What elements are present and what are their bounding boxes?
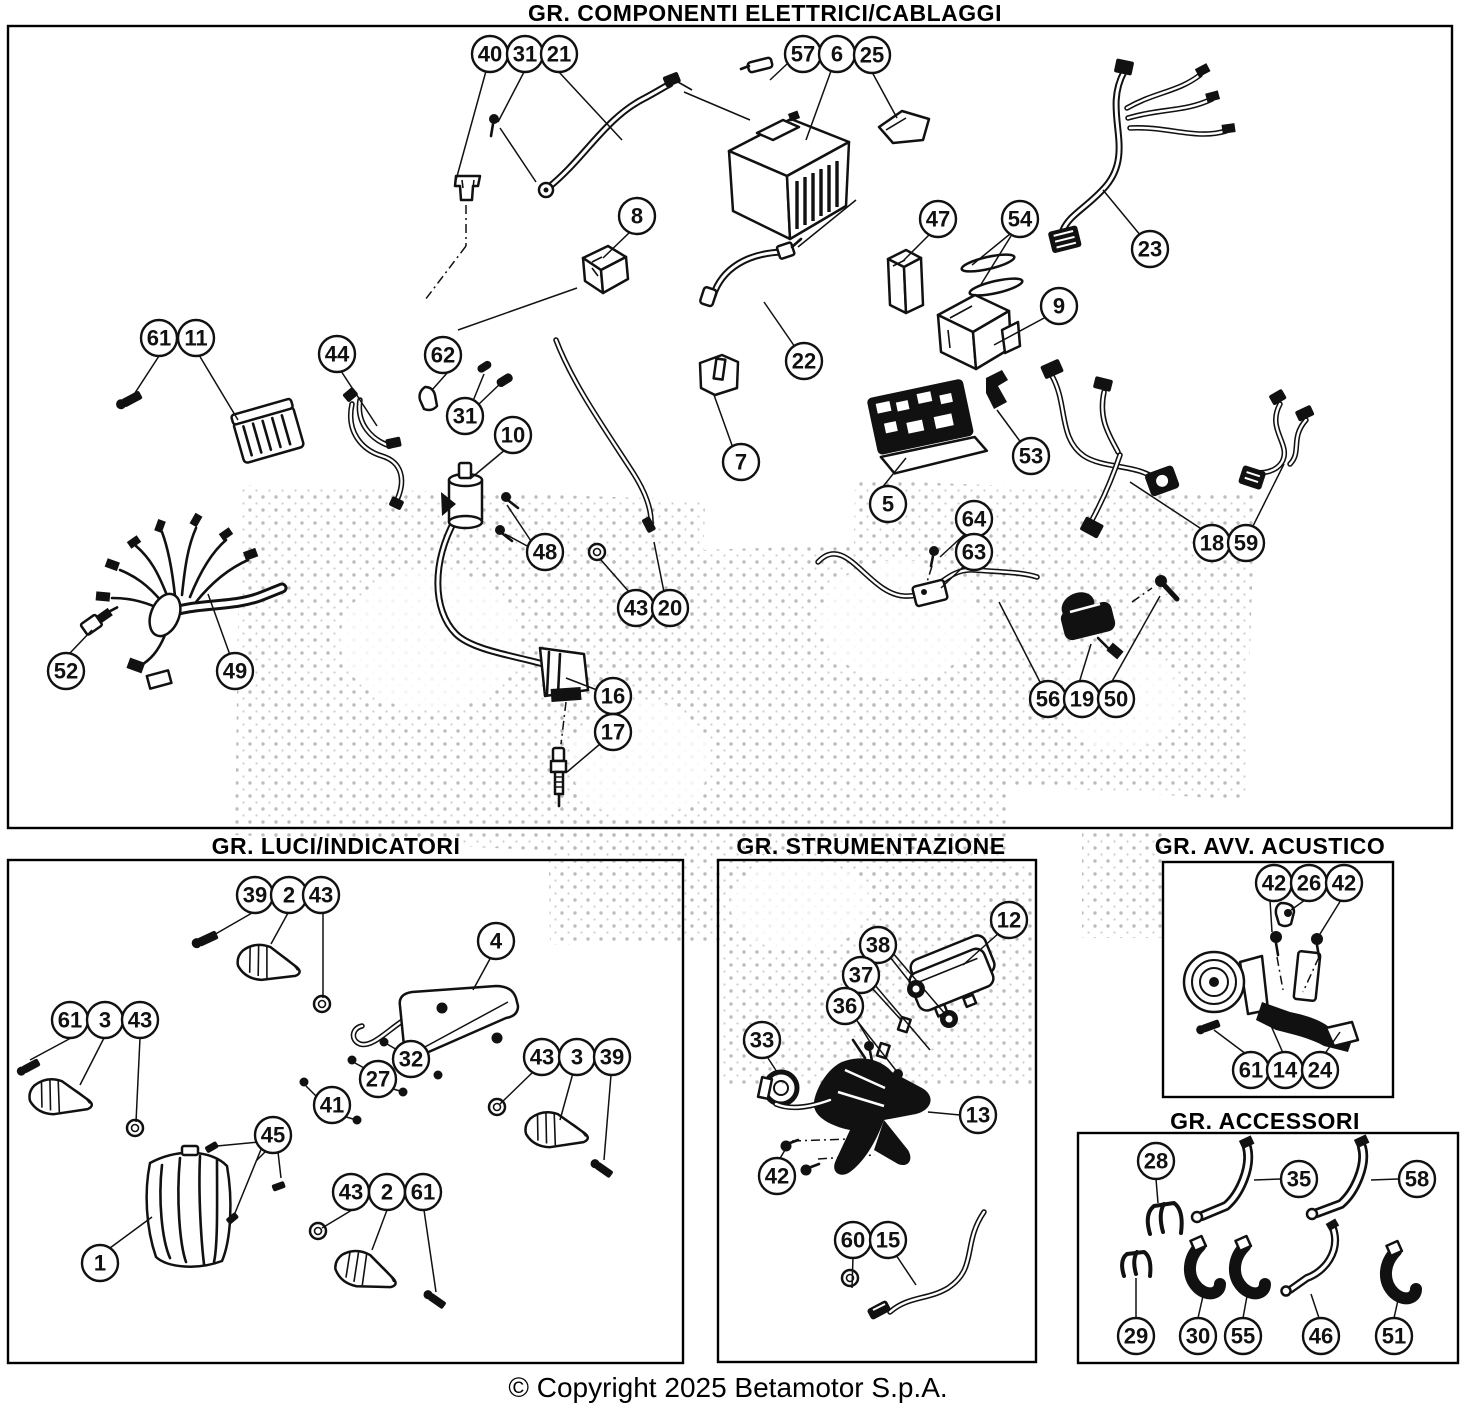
bolt-39-right-sketch [589, 1157, 614, 1178]
callout-elettrici-25[interactable] [854, 37, 890, 73]
svg-text:47: 47 [925, 206, 951, 232]
callout-accessori-28[interactable] [1138, 1143, 1174, 1179]
regulator-11-sketch [231, 398, 304, 463]
section-title-accessori: GR. ACCESSORI [1170, 1108, 1360, 1134]
callout-elettrici-31[interactable] [447, 398, 483, 434]
svg-text:13: 13 [965, 1102, 991, 1128]
svg-text:48: 48 [532, 539, 558, 565]
callout-accessori-29[interactable] [1118, 1318, 1154, 1354]
callout-luci-1[interactable] [82, 1245, 118, 1281]
callout-elettrici-8[interactable] [619, 198, 655, 234]
headlight-1-sketch [147, 1146, 231, 1267]
leader-line [424, 1210, 436, 1292]
callout-elettrici-21[interactable] [541, 36, 577, 72]
horn-bracket-24-sketch [1256, 951, 1358, 1052]
callout-strumentazione-15[interactable] [870, 1222, 906, 1258]
callout-elettrici-5[interactable] [870, 486, 906, 522]
svg-text:60: 60 [840, 1227, 866, 1253]
callout-luci-39[interactable] [594, 1039, 630, 1075]
callout-accessori-35[interactable] [1281, 1161, 1317, 1197]
watermark-gap [820, 560, 980, 680]
svg-text:9: 9 [1052, 293, 1066, 319]
leader-line [498, 72, 524, 122]
leader-line [1320, 900, 1341, 934]
svg-text:49: 49 [222, 658, 248, 684]
callout-acustico-14[interactable] [1267, 1052, 1303, 1088]
callout-elettrici-47[interactable] [920, 201, 956, 237]
starter-relay-9-sketch [938, 295, 1020, 369]
svg-text:29: 29 [1123, 1323, 1149, 1349]
callout-elettrici-16[interactable] [595, 678, 631, 714]
callout-strumentazione-60[interactable] [835, 1222, 871, 1258]
callout-elettrici-22[interactable] [786, 343, 822, 379]
rubber-cover-7-sketch [700, 355, 738, 395]
callout-luci-45[interactable] [255, 1117, 291, 1153]
callout-luci-43[interactable] [303, 877, 339, 913]
callout-luci-2[interactable] [271, 877, 307, 913]
callout-accessori-51[interactable] [1376, 1318, 1412, 1354]
harness-23-sketch [1048, 58, 1236, 253]
svg-text:63: 63 [961, 539, 987, 565]
section-title-elettrici: GR. COMPONENTI ELETTRICI/CABLAGGI [528, 0, 1002, 26]
svg-text:45: 45 [260, 1122, 286, 1148]
copyright-footer: © Copyright 2025 Betamotor S.p.A. [508, 1372, 948, 1403]
leader-line [473, 957, 491, 990]
leader-line [1103, 190, 1141, 236]
callout-luci-43[interactable] [122, 1002, 158, 1038]
leader-line [136, 1038, 140, 1122]
callout-elettrici-9[interactable] [1041, 288, 1077, 324]
indicator-rear-right-sketch [523, 1107, 592, 1155]
callout-strumentazione-33[interactable] [744, 1022, 780, 1058]
callout-luci-39[interactable] [237, 877, 273, 913]
svg-text:53: 53 [1018, 443, 1044, 469]
watermark-gap [730, 860, 870, 950]
svg-text:15: 15 [875, 1227, 901, 1253]
svg-text:2: 2 [282, 882, 296, 908]
leader-line [1277, 957, 1283, 990]
leader-line [896, 1255, 916, 1285]
callout-accessori-30[interactable] [1180, 1318, 1216, 1354]
nut-43-sketch [589, 544, 605, 560]
callout-elettrici-63[interactable] [956, 534, 992, 570]
svg-text:39: 39 [599, 1044, 625, 1070]
svg-text:14: 14 [1272, 1057, 1298, 1083]
svg-text:32: 32 [398, 1046, 424, 1072]
svg-text:16: 16 [600, 683, 626, 709]
callout-elettrici-59[interactable] [1228, 525, 1264, 561]
clip-28-sketch [1148, 1203, 1182, 1234]
watermark-dots [235, 480, 1255, 1085]
svg-text:5: 5 [881, 491, 895, 517]
leader-line [560, 1073, 573, 1120]
leader-line [372, 1210, 387, 1250]
callout-elettrici-53[interactable] [1013, 438, 1049, 474]
svg-text:6: 6 [830, 41, 844, 67]
callout-luci-61[interactable] [52, 1002, 88, 1038]
svg-text:41: 41 [319, 1092, 345, 1118]
callout-strumentazione-36[interactable] [827, 988, 863, 1024]
bolt-39-sketch [190, 929, 219, 949]
svg-text:10: 10 [500, 422, 526, 448]
svg-text:30: 30 [1185, 1323, 1211, 1349]
leader-line [1291, 900, 1305, 910]
callout-luci-27[interactable] [360, 1061, 396, 1097]
callout-elettrici-49[interactable] [217, 653, 253, 689]
leader-line [1254, 1179, 1281, 1180]
section-title-strumentazione: GR. STRUMENTAZIONE [736, 833, 1006, 859]
callout-elettrici-61[interactable] [141, 320, 177, 356]
leader-line [271, 913, 288, 944]
callout-acustico-42[interactable] [1256, 865, 1292, 901]
svg-text:19: 19 [1069, 686, 1095, 712]
svg-text:1: 1 [93, 1250, 107, 1276]
leader-line [1156, 1179, 1158, 1203]
leader-line [604, 1075, 611, 1160]
svg-text:59: 59 [1233, 530, 1259, 556]
callout-elettrici-62[interactable] [425, 337, 461, 373]
svg-text:56: 56 [1035, 686, 1061, 712]
callout-elettrici-6[interactable] [819, 36, 855, 72]
leader-line [684, 92, 750, 120]
callout-luci-32[interactable] [393, 1041, 429, 1077]
svg-text:64: 64 [961, 506, 987, 532]
svg-text:40: 40 [477, 41, 503, 67]
callout-luci-41[interactable] [314, 1087, 350, 1123]
svg-text:57: 57 [790, 41, 816, 67]
bracket-25-sketch [879, 111, 929, 143]
watermark-gap [340, 570, 520, 710]
nut-43-bottom-sketch [310, 1223, 326, 1239]
svg-text:46: 46 [1308, 1323, 1334, 1349]
callout-luci-43[interactable] [333, 1174, 369, 1210]
strap-46-sketch [1282, 1219, 1340, 1296]
svg-text:28: 28 [1143, 1148, 1169, 1174]
leader-line [70, 630, 92, 653]
clip-26-sketch [1276, 903, 1294, 926]
svg-text:61: 61 [1238, 1057, 1264, 1083]
svg-text:38: 38 [865, 932, 891, 958]
svg-text:11: 11 [184, 325, 208, 351]
svg-text:31: 31 [512, 41, 538, 67]
callout-elettrici-7[interactable] [723, 444, 759, 480]
svg-text:27: 27 [365, 1066, 391, 1092]
callout-luci-2[interactable] [369, 1174, 405, 1210]
svg-text:43: 43 [308, 882, 334, 908]
leader-line [714, 395, 733, 448]
rubber-cap-62-sketch [420, 387, 437, 410]
svg-text:58: 58 [1404, 1166, 1430, 1192]
bolt-61-left-sketch [15, 1058, 41, 1077]
leader-line [997, 410, 1022, 444]
svg-text:50: 50 [1103, 686, 1129, 712]
svg-text:23: 23 [1137, 236, 1163, 262]
callout-acustico-42[interactable] [1326, 865, 1362, 901]
leader-line [872, 72, 897, 118]
section-title-luci: GR. LUCI/INDICATORI [211, 833, 461, 859]
harness-59-sketch [1238, 389, 1315, 491]
strap-35-sketch [1192, 1135, 1254, 1222]
bolt-61-bottom-sketch [422, 1288, 447, 1309]
callout-elettrici-31[interactable] [507, 36, 543, 72]
leader-line [458, 288, 577, 330]
leader-line [1270, 900, 1272, 932]
leader-line [500, 128, 536, 182]
svg-text:21: 21 [546, 41, 572, 67]
sensor-52-sketch [80, 602, 120, 636]
section-title-acustico: GR. AVV. ACUSTICO [1154, 833, 1386, 859]
leader-line [792, 1139, 850, 1141]
bolt-61-sketch [114, 389, 143, 411]
svg-text:42: 42 [1261, 870, 1287, 896]
bracket-53-sketch [986, 370, 1008, 409]
svg-text:62: 62 [430, 342, 456, 368]
svg-text:26: 26 [1296, 870, 1322, 896]
leader-line [1371, 1179, 1399, 1180]
svg-text:8: 8 [630, 203, 644, 229]
svg-text:43: 43 [623, 595, 649, 621]
callout-elettrici-19[interactable] [1064, 681, 1100, 717]
leader-line [30, 1038, 71, 1060]
callout-elettrici-56[interactable] [1030, 681, 1066, 717]
leader-line [852, 1257, 853, 1288]
leader-line [473, 374, 484, 401]
svg-text:61: 61 [146, 325, 172, 351]
horn-sketch [1184, 952, 1268, 1014]
nut-43-left-sketch [127, 1120, 143, 1136]
hook-30-sketch [1190, 1236, 1220, 1293]
callout-accessori-46[interactable] [1303, 1318, 1339, 1354]
leader-line [322, 1210, 352, 1228]
leader-line [456, 71, 486, 180]
svg-text:39: 39 [242, 882, 268, 908]
screw-31-sketch [489, 114, 499, 136]
callout-elettrici-18[interactable] [1194, 525, 1230, 561]
callout-luci-43[interactable] [524, 1039, 560, 1075]
leader-line [500, 1071, 534, 1104]
callout-luci-61[interactable] [405, 1174, 441, 1210]
callout-strumentazione-12[interactable] [991, 902, 1027, 938]
svg-text:51: 51 [1381, 1323, 1407, 1349]
svg-text:61: 61 [410, 1179, 436, 1205]
watermark-gap [570, 700, 710, 820]
leader-line [432, 372, 448, 390]
callout-accessori-58[interactable] [1399, 1161, 1435, 1197]
svg-text:35: 35 [1286, 1166, 1312, 1192]
callout-accessori-55[interactable] [1225, 1318, 1261, 1354]
svg-text:43: 43 [338, 1179, 364, 1205]
callout-elettrici-44[interactable] [319, 336, 355, 372]
svg-text:42: 42 [764, 1163, 790, 1189]
svg-text:33: 33 [749, 1027, 775, 1053]
svg-text:17: 17 [600, 719, 626, 745]
relay-8-sketch [583, 246, 628, 293]
svg-text:24: 24 [1307, 1057, 1333, 1083]
svg-text:4: 4 [489, 928, 503, 954]
svg-text:7: 7 [734, 449, 748, 475]
hook-51-sketch [1386, 1241, 1416, 1298]
svg-text:18: 18 [1199, 530, 1225, 556]
fuse-clip-40-sketch [455, 176, 480, 200]
callout-luci-3[interactable] [559, 1039, 595, 1075]
svg-text:44: 44 [324, 341, 350, 367]
svg-text:55: 55 [1230, 1323, 1256, 1349]
leader-line [278, 1152, 281, 1178]
callout-elettrici-50[interactable] [1098, 681, 1134, 717]
indicator-front-left-sketch [27, 1074, 96, 1122]
indicator-rear-left-sketch [331, 1243, 403, 1300]
leader-line [217, 1142, 259, 1146]
hook-55-sketch [1235, 1236, 1265, 1293]
callout-elettrici-54[interactable] [1002, 201, 1038, 237]
leader-line [558, 71, 622, 140]
callout-elettrici-20[interactable] [652, 590, 688, 626]
leader-line [133, 356, 159, 396]
callout-elettrici-17[interactable] [595, 714, 631, 750]
callout-acustico-24[interactable] [1302, 1052, 1338, 1088]
indicator-front-right-sketch [234, 939, 304, 989]
svg-text:43: 43 [529, 1044, 555, 1070]
callout-elettrici-52[interactable] [48, 653, 84, 689]
leader-line [212, 913, 252, 936]
leader-line [235, 1147, 262, 1213]
leader-line [1214, 1030, 1246, 1054]
leader-line [425, 246, 466, 300]
battery-cable-21-sketch [539, 71, 692, 197]
bracket-4-sketch [353, 986, 518, 1055]
svg-text:61: 61 [57, 1007, 83, 1033]
svg-text:3: 3 [98, 1007, 112, 1033]
leader-line [199, 355, 238, 420]
leader-line [80, 1038, 104, 1085]
svg-text:43: 43 [127, 1007, 153, 1033]
callout-elettrici-10[interactable] [495, 417, 531, 453]
callout-luci-4[interactable] [478, 923, 514, 959]
svg-text:25: 25 [859, 42, 885, 68]
leader-line [110, 1217, 152, 1248]
callout-strumentazione-42[interactable] [759, 1158, 795, 1194]
leader-line [470, 449, 506, 479]
fuse-57-sketch [741, 57, 773, 73]
svg-text:54: 54 [1007, 206, 1033, 232]
callout-elettrici-23[interactable] [1132, 231, 1168, 267]
svg-text:31: 31 [452, 403, 478, 429]
leader-line [928, 1112, 960, 1115]
nut-43-top-sketch [314, 996, 330, 1012]
spark-plug-cap-16-sketch [540, 648, 588, 702]
callout-strumentazione-13[interactable] [960, 1097, 996, 1133]
svg-text:2: 2 [380, 1179, 394, 1205]
callout-elettrici-57[interactable] [785, 36, 821, 72]
leader-line [306, 1086, 317, 1097]
fusebox-5-sketch [866, 376, 987, 476]
callout-acustico-26[interactable] [1291, 865, 1327, 901]
svg-text:52: 52 [53, 658, 79, 684]
svg-text:37: 37 [848, 962, 874, 988]
leader-line [479, 382, 502, 404]
battery-cable-22-sketch [700, 239, 801, 307]
callout-elettrici-40[interactable] [472, 36, 508, 72]
callout-elettrici-43[interactable] [618, 590, 654, 626]
svg-text:20: 20 [657, 595, 683, 621]
leader-line [1394, 1300, 1398, 1318]
svg-text:3: 3 [570, 1044, 584, 1070]
svg-text:36: 36 [832, 993, 858, 1019]
clip-29-sketch [1122, 1252, 1150, 1276]
callout-luci-3[interactable] [87, 1002, 123, 1038]
svg-text:12: 12 [996, 907, 1022, 933]
callout-elettrici-64[interactable] [956, 501, 992, 537]
leader-line [764, 302, 795, 347]
leader-line [1311, 1294, 1319, 1318]
lids-54-sketch [960, 251, 1023, 299]
callout-acustico-61[interactable] [1233, 1052, 1269, 1088]
svg-text:22: 22 [791, 348, 817, 374]
callout-elettrici-48[interactable] [527, 534, 563, 570]
leader-line [1198, 1296, 1203, 1318]
leader-line [1243, 1296, 1247, 1318]
bullet-connectors-31-sketch [476, 359, 514, 388]
callout-elettrici-11[interactable] [178, 320, 214, 356]
svg-text:42: 42 [1331, 870, 1357, 896]
